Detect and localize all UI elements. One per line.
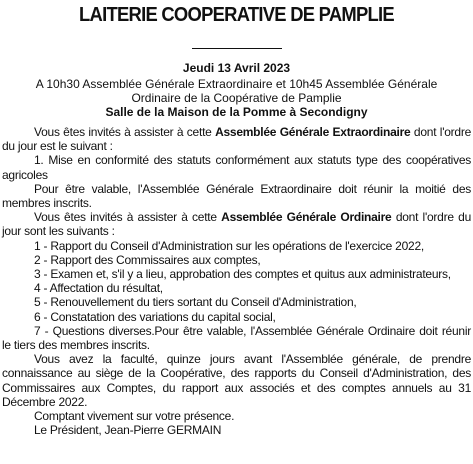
meeting-schedule: A 10h30 Assemblée Générale Extraordinaire et 10h45 Assemblée Générale Ordinaire de la Coopérative de Pamplie (35, 77, 438, 105)
ordinary-agenda-item: 2 - Rapport des Commissaires aux comptes, (34, 252, 261, 267)
ordinary-agenda-item: 1 - Rapport du Conseil d'Administration sur les opérations de l'exercice 2022, (34, 238, 424, 253)
extraordinary-intro-text: Vous êtes invités à assister à cette (34, 125, 216, 139)
ordinary-intro-text: Vous êtes invités à assister à cette (34, 210, 222, 225)
extraordinary-intro (2, 125, 471, 153)
documents-notice: Vous avez la faculté, quinze jours avant l'Assemblée générale, de prendre connaissance au siège de la Coopérative, des rapports du Conseil d'Administration, des Commissaires aux Comptes, du rapport aux associés et des comptes annuels au 31 Décembre 2022. (2, 352, 471, 409)
notice-body (2, 125, 471, 437)
ordinary-agenda-item-7: 7 - Questions diverses.Pour être valable, l'Assemblée Générale Ordinaire doit réunir le tiers des membres inscrits. (2, 323, 471, 353)
notice-title: LAITERIE COOPERATIVE DE PAMPLIE (79, 4, 394, 26)
ordinary-agenda-item: 4 - Affectation du résultat, (34, 281, 163, 296)
ordinary-assembly-label: Assemblée Générale Ordinaire (221, 210, 392, 225)
meeting-venue: Salle de la Maison de la Pomme à Secondigny (105, 105, 368, 119)
meeting-date: Jeudi 13 Avril 2023 (182, 61, 291, 75)
title-divider (192, 48, 282, 49)
extraordinary-validity: Pour être valable, l'Assemblée Générale Extraordinaire doit réunir la moitié des membres inscrits. (2, 181, 471, 211)
extraordinary-assembly-label: Assemblée Générale Extraordinaire (215, 125, 411, 139)
closing-line: Comptant vivement sur votre présence. (34, 409, 235, 424)
ordinary-agenda-item: 6 - Constatation des variations du capital social, (34, 309, 276, 324)
ordinary-agenda-item: 5 - Renouvellement du tiers sortant du Conseil d'Administration, (34, 295, 357, 310)
ordinary-agenda-item: 3 - Examen et, s'il y a lieu, approbation des comptes et quitus aux administrateurs, (34, 267, 451, 282)
signature: Le Président, Jean-Pierre GERMAIN (34, 423, 222, 438)
extraordinary-agenda-item: 1. Mise en conformité des statuts conformément aux statuts type des coopératives agricoles (2, 153, 471, 182)
ordinary-intro (2, 210, 471, 238)
ordinary-intro-suffix: dont l'ordre du jour sont les suivants : (2, 210, 471, 239)
extraordinary-intro-suffix: dont l'ordre du jour est le suivant : (2, 125, 471, 154)
